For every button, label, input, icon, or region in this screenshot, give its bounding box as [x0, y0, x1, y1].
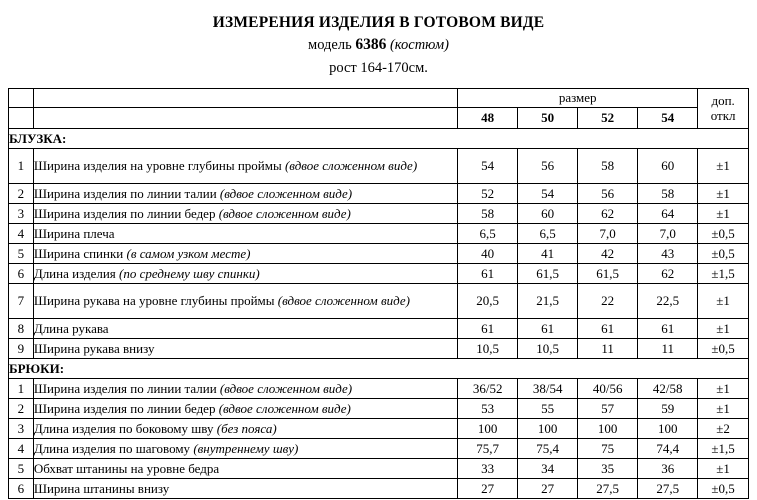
row-value-48: 36/52 [458, 379, 518, 399]
row-value-52: 22 [578, 284, 638, 319]
row-value-52: 56 [578, 184, 638, 204]
table-header [9, 89, 749, 129]
row-name [33, 319, 457, 339]
row-value-54: 11 [638, 339, 698, 359]
row-name-note: (вдвое сложенном виде) [218, 205, 351, 221]
row-name-text: Ширина спинки [33, 245, 127, 261]
table-row [9, 459, 749, 479]
row-name [33, 459, 457, 479]
row-number: 3 [9, 419, 34, 439]
row-deviation: ±1,5 [698, 264, 749, 284]
row-name-text: Ширина изделия по линии талии [33, 380, 220, 396]
row-value-52: 7,0 [578, 224, 638, 244]
row-name-note: (вдвое сложенном виде) [219, 185, 353, 201]
table-body [9, 129, 749, 499]
row-value-54: 42/58 [638, 379, 698, 399]
row-number: 4 [9, 439, 34, 459]
row-value-54: 100 [638, 419, 698, 439]
row-deviation: ±0,5 [698, 244, 749, 264]
header-blank-num-2 [9, 108, 34, 129]
row-number: 2 [9, 184, 34, 204]
row-number: 1 [9, 379, 34, 399]
row-value-50: 55 [518, 399, 578, 419]
row-name-note: (внутреннему шву) [193, 440, 299, 456]
section-label-bluzka: БЛУЗКА: [9, 129, 749, 149]
row-name-note: (в самом узком месте) [126, 245, 251, 261]
row-value-54: 27,5 [638, 479, 698, 499]
row-value-54: 59 [638, 399, 698, 419]
row-value-54: 22,5 [638, 284, 698, 319]
row-deviation: ±1 [698, 284, 749, 319]
row-value-48: 20,5 [458, 284, 518, 319]
height-line: рост 164-170см. [329, 59, 428, 76]
row-name-text: Ширина плеча [33, 225, 115, 241]
row-value-54: 74,4 [638, 439, 698, 459]
row-name [33, 284, 457, 319]
row-value-50: 61 [518, 319, 578, 339]
table-row [9, 149, 749, 184]
row-deviation: ±1 [698, 459, 749, 479]
row-value-54: 58 [638, 184, 698, 204]
row-value-48: 61 [458, 264, 518, 284]
row-deviation: ±1,5 [698, 439, 749, 459]
row-name-text: Ширина изделия по линии талии [33, 185, 220, 201]
row-name [33, 184, 457, 204]
table-row [9, 419, 749, 439]
row-value-54: 62 [638, 264, 698, 284]
row-value-52: 35 [578, 459, 638, 479]
row-value-54: 64 [638, 204, 698, 224]
row-value-50: 6,5 [518, 224, 578, 244]
row-value-52: 61 [578, 319, 638, 339]
row-number: 6 [9, 264, 34, 284]
model-line [0, 34, 757, 56]
header-blank-name-2 [33, 108, 457, 129]
row-number: 8 [9, 319, 34, 339]
row-value-48: 100 [458, 419, 518, 439]
row-value-52: 75 [578, 439, 638, 459]
row-value-54: 7,0 [638, 224, 698, 244]
row-number: 3 [9, 204, 34, 224]
row-value-48: 53 [458, 399, 518, 419]
row-name [33, 379, 457, 399]
row-value-48: 27 [458, 479, 518, 499]
row-value-48: 52 [458, 184, 518, 204]
row-value-50: 100 [518, 419, 578, 439]
row-value-52: 27,5 [578, 479, 638, 499]
row-name [33, 439, 457, 459]
row-deviation: ±0,5 [698, 339, 749, 359]
row-name [33, 224, 457, 244]
row-name-text: Длина изделия по боковому шву [33, 420, 217, 436]
row-number: 4 [9, 224, 34, 244]
row-value-50: 10,5 [518, 339, 578, 359]
row-value-52: 40/56 [578, 379, 638, 399]
section-label-bryuki: БРЮКИ: [9, 359, 749, 379]
row-value-52: 11 [578, 339, 638, 359]
table-row [9, 184, 749, 204]
row-value-48: 40 [458, 244, 518, 264]
row-number: 7 [9, 284, 34, 319]
table-row [9, 339, 749, 359]
measurements-table [8, 88, 749, 499]
row-number: 6 [9, 479, 34, 499]
table-row [9, 479, 749, 499]
row-value-52: 42 [578, 244, 638, 264]
row-value-52: 58 [578, 149, 638, 184]
row-deviation: ±1 [698, 379, 749, 399]
header-deviation-line2: откл [710, 107, 736, 123]
header-blank-num [9, 89, 34, 108]
table-row [9, 319, 749, 339]
row-value-50: 27 [518, 479, 578, 499]
row-name-note: (без пояса) [216, 420, 277, 436]
row-deviation: ±0,5 [698, 224, 749, 244]
row-deviation: ±2 [698, 419, 749, 439]
row-value-50: 60 [518, 204, 578, 224]
row-value-54: 36 [638, 459, 698, 479]
section-header-row [9, 129, 749, 149]
row-name-text: Длина изделия [33, 265, 120, 281]
row-name-note: (вдвое сложенном виде) [277, 293, 410, 309]
table-row [9, 379, 749, 399]
row-name-text: Ширина изделия на уровне глубины проймы [33, 158, 285, 174]
header-deviation-line1: доп. [711, 92, 735, 108]
row-value-48: 10,5 [458, 339, 518, 359]
row-name-note: (вдвое сложенном виде) [218, 400, 351, 416]
table-row [9, 264, 749, 284]
row-name [33, 339, 457, 359]
row-name [33, 149, 457, 184]
row-number: 9 [9, 339, 34, 359]
row-value-54: 61 [638, 319, 698, 339]
row-value-50: 61,5 [518, 264, 578, 284]
page-title: ИЗМЕРЕНИЯ ИЗДЕЛИЯ В ГОТОВОМ ВИДЕ [212, 14, 545, 31]
row-name-text: Ширина рукава на уровне глубины проймы [33, 293, 278, 309]
row-number: 2 [9, 399, 34, 419]
row-deviation: ±1 [698, 204, 749, 224]
row-deviation: ±1 [698, 319, 749, 339]
row-name-text: Ширина изделия по линии бедер [33, 205, 219, 221]
row-value-50: 54 [518, 184, 578, 204]
row-name [33, 399, 457, 419]
row-name-note: (вдвое сложенном виде) [219, 380, 353, 396]
row-name [33, 479, 457, 499]
row-name [33, 264, 457, 284]
row-value-48: 6,5 [458, 224, 518, 244]
table-row [9, 244, 749, 264]
row-deviation: ±1 [698, 149, 749, 184]
header-blank-name [33, 89, 457, 108]
table-row [9, 284, 749, 319]
header-size-50: 50 [518, 108, 578, 129]
row-value-50: 34 [518, 459, 578, 479]
model-prefix: модель [308, 37, 352, 54]
row-name-text: Ширина изделия по линии бедер [33, 400, 219, 416]
row-deviation: ±0,5 [698, 479, 749, 499]
table-row [9, 439, 749, 459]
row-value-54: 43 [638, 244, 698, 264]
row-name-note: (по среднему шву спинки) [119, 265, 260, 281]
row-name-text: Длина изделия по шаговому [33, 440, 194, 456]
row-number: 5 [9, 459, 34, 479]
header-deviation [698, 89, 749, 129]
table-header-row-top [9, 89, 749, 108]
row-value-50: 21,5 [518, 284, 578, 319]
row-name-text: Ширина рукава внизу [33, 340, 155, 356]
table-row [9, 399, 749, 419]
row-number: 5 [9, 244, 34, 264]
row-value-50: 56 [518, 149, 578, 184]
row-value-48: 54 [458, 149, 518, 184]
header-size-52: 52 [578, 108, 638, 129]
model-number: 6386 [355, 36, 387, 54]
header-size-54: 54 [638, 108, 698, 129]
row-name-note: (вдвое сложенном виде) [284, 158, 418, 174]
header-size-group: размер [458, 89, 698, 108]
header-size-48: 48 [458, 108, 518, 129]
row-name [33, 204, 457, 224]
row-value-54: 60 [638, 149, 698, 184]
row-name-text: Ширина штанины внизу [33, 480, 170, 496]
row-number: 1 [9, 149, 34, 184]
row-value-52: 100 [578, 419, 638, 439]
row-name-text: Обхват штанины на уровне бедра [33, 460, 220, 476]
row-value-48: 58 [458, 204, 518, 224]
row-name [33, 244, 457, 264]
row-name [33, 419, 457, 439]
table-row [9, 204, 749, 224]
document-title-block [0, 0, 757, 78]
row-deviation: ±1 [698, 184, 749, 204]
row-name-text: Длина рукава [33, 320, 109, 336]
row-value-50: 41 [518, 244, 578, 264]
row-value-52: 62 [578, 204, 638, 224]
model-kind: (костюм) [389, 37, 449, 54]
row-value-52: 57 [578, 399, 638, 419]
row-value-52: 61,5 [578, 264, 638, 284]
table-header-row-sizes [9, 108, 749, 129]
row-value-50: 38/54 [518, 379, 578, 399]
row-value-48: 61 [458, 319, 518, 339]
row-value-50: 75,4 [518, 439, 578, 459]
row-value-48: 75,7 [458, 439, 518, 459]
table-row [9, 224, 749, 244]
section-header-row [9, 359, 749, 379]
row-deviation: ±1 [698, 399, 749, 419]
row-value-48: 33 [458, 459, 518, 479]
